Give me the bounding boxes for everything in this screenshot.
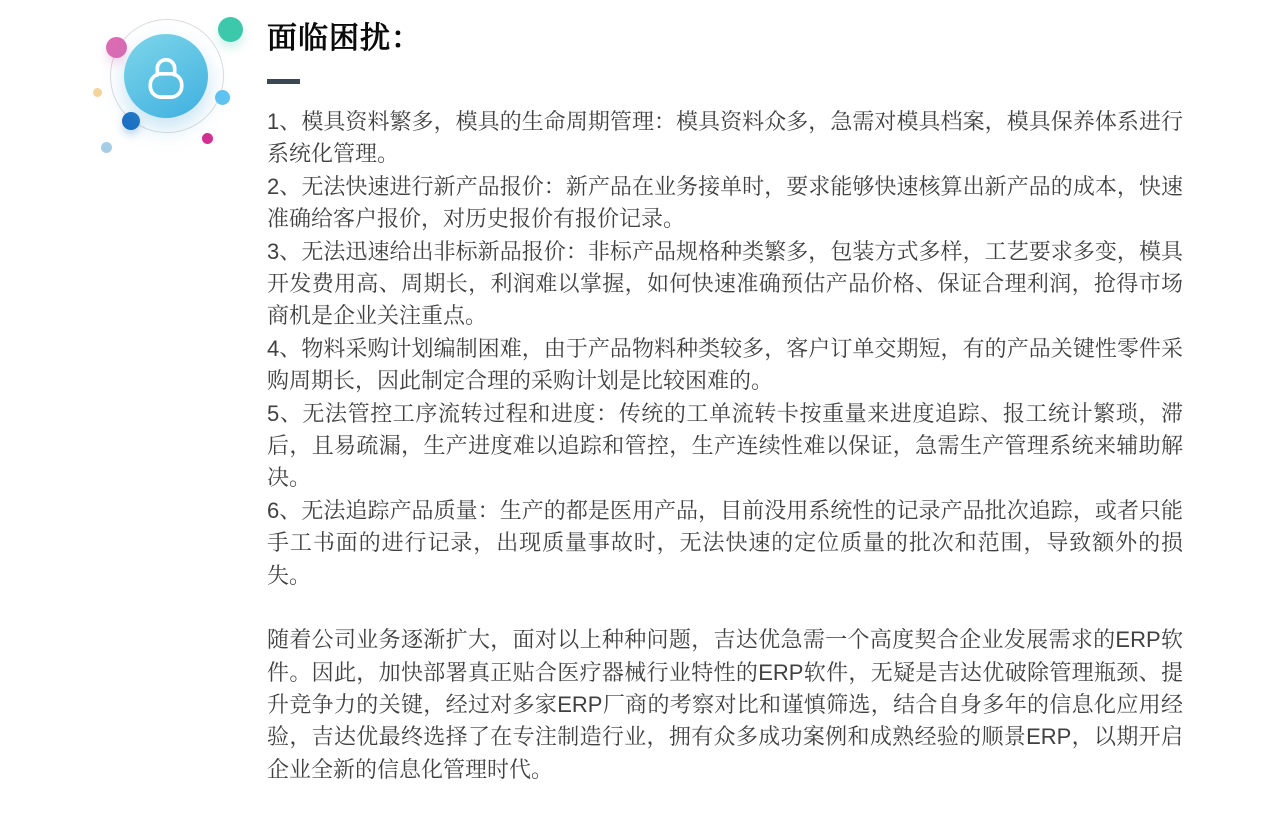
problem-item: 3、无法迅速给出非标新品报价：非标产品规格种类繁多，包装方式多样，工艺要求多变，模具开发费用高、周期长，利润难以掌握，如何快速准确预估产品价格、保证合理利润，抢得市场商机是企业关注重点。 <box>267 238 1183 329</box>
problem-item: 1、模具资料繁多，模具的生命周期管理：模具资料众多，急需对模具档案，模具保养体系进行系统化管理。 <box>267 109 1183 167</box>
problem-item: 6、无法追踪产品质量：生产的都是医用产品，目前没用系统性的记录产品批次追踪，或者只能手工书面的进行记录，出现质量事故时，无法快速的定位质量的批次和范围，导致额外的损失。 <box>267 497 1183 588</box>
dot-light-blue <box>101 142 112 153</box>
dot-teal <box>218 17 243 42</box>
lock-icon <box>140 50 192 102</box>
title-underline <box>267 79 300 84</box>
dot-pink <box>106 37 127 58</box>
problem-item: 5、无法管控工序流转过程和进度：传统的工单流转卡按重量来进度追踪、报工统计繁琐，滞后，且易疏漏，生产进度难以追踪和管控，生产连续性难以保证，急需生产管理系统来辅助解决。 <box>267 400 1183 491</box>
dot-dark-blue <box>122 112 140 130</box>
problem-item: 4、物料采购计划编制困难，由于产品物料种类较多，客户订单交期短，有的产品关键性零件采购周期长，因此制定合理的采购计划是比较困难的。 <box>267 335 1183 394</box>
closing-paragraph: 随着公司业务逐渐扩大，面对以上种种问题，吉达优急需一个高度契合企业发展需求的ERP软件。因此，加快部署真正贴合医疗器械行业特性的ERP软件，无疑是吉达优破除管理瓶颈、提升竞争力的关键，经过对多家ERP厂商的考察对比和谨慎筛选，结合自身多年的信息化应用经验，吉达优最终选择了在专注制造行业，拥有众多成功案例和成熟经验的顺景ERP，以期开启企业全新的信息化管理时代。 <box>267 627 1183 782</box>
problem-item: 2、无法快速进行新产品报价：新产品在业务接单时，要求能够快速核算出新产品的成本，快速准确给客户报价，对历史报价有报价记录。 <box>267 173 1183 232</box>
dot-sky <box>215 90 230 105</box>
page-title: 面临困扰： <box>267 22 422 55</box>
badge-circle <box>124 34 208 118</box>
article-content <box>267 0 1183 786</box>
problem-list <box>267 106 1183 592</box>
dot-magenta <box>202 133 213 144</box>
lock-badge <box>0 0 260 180</box>
dot-yellow <box>93 88 102 97</box>
